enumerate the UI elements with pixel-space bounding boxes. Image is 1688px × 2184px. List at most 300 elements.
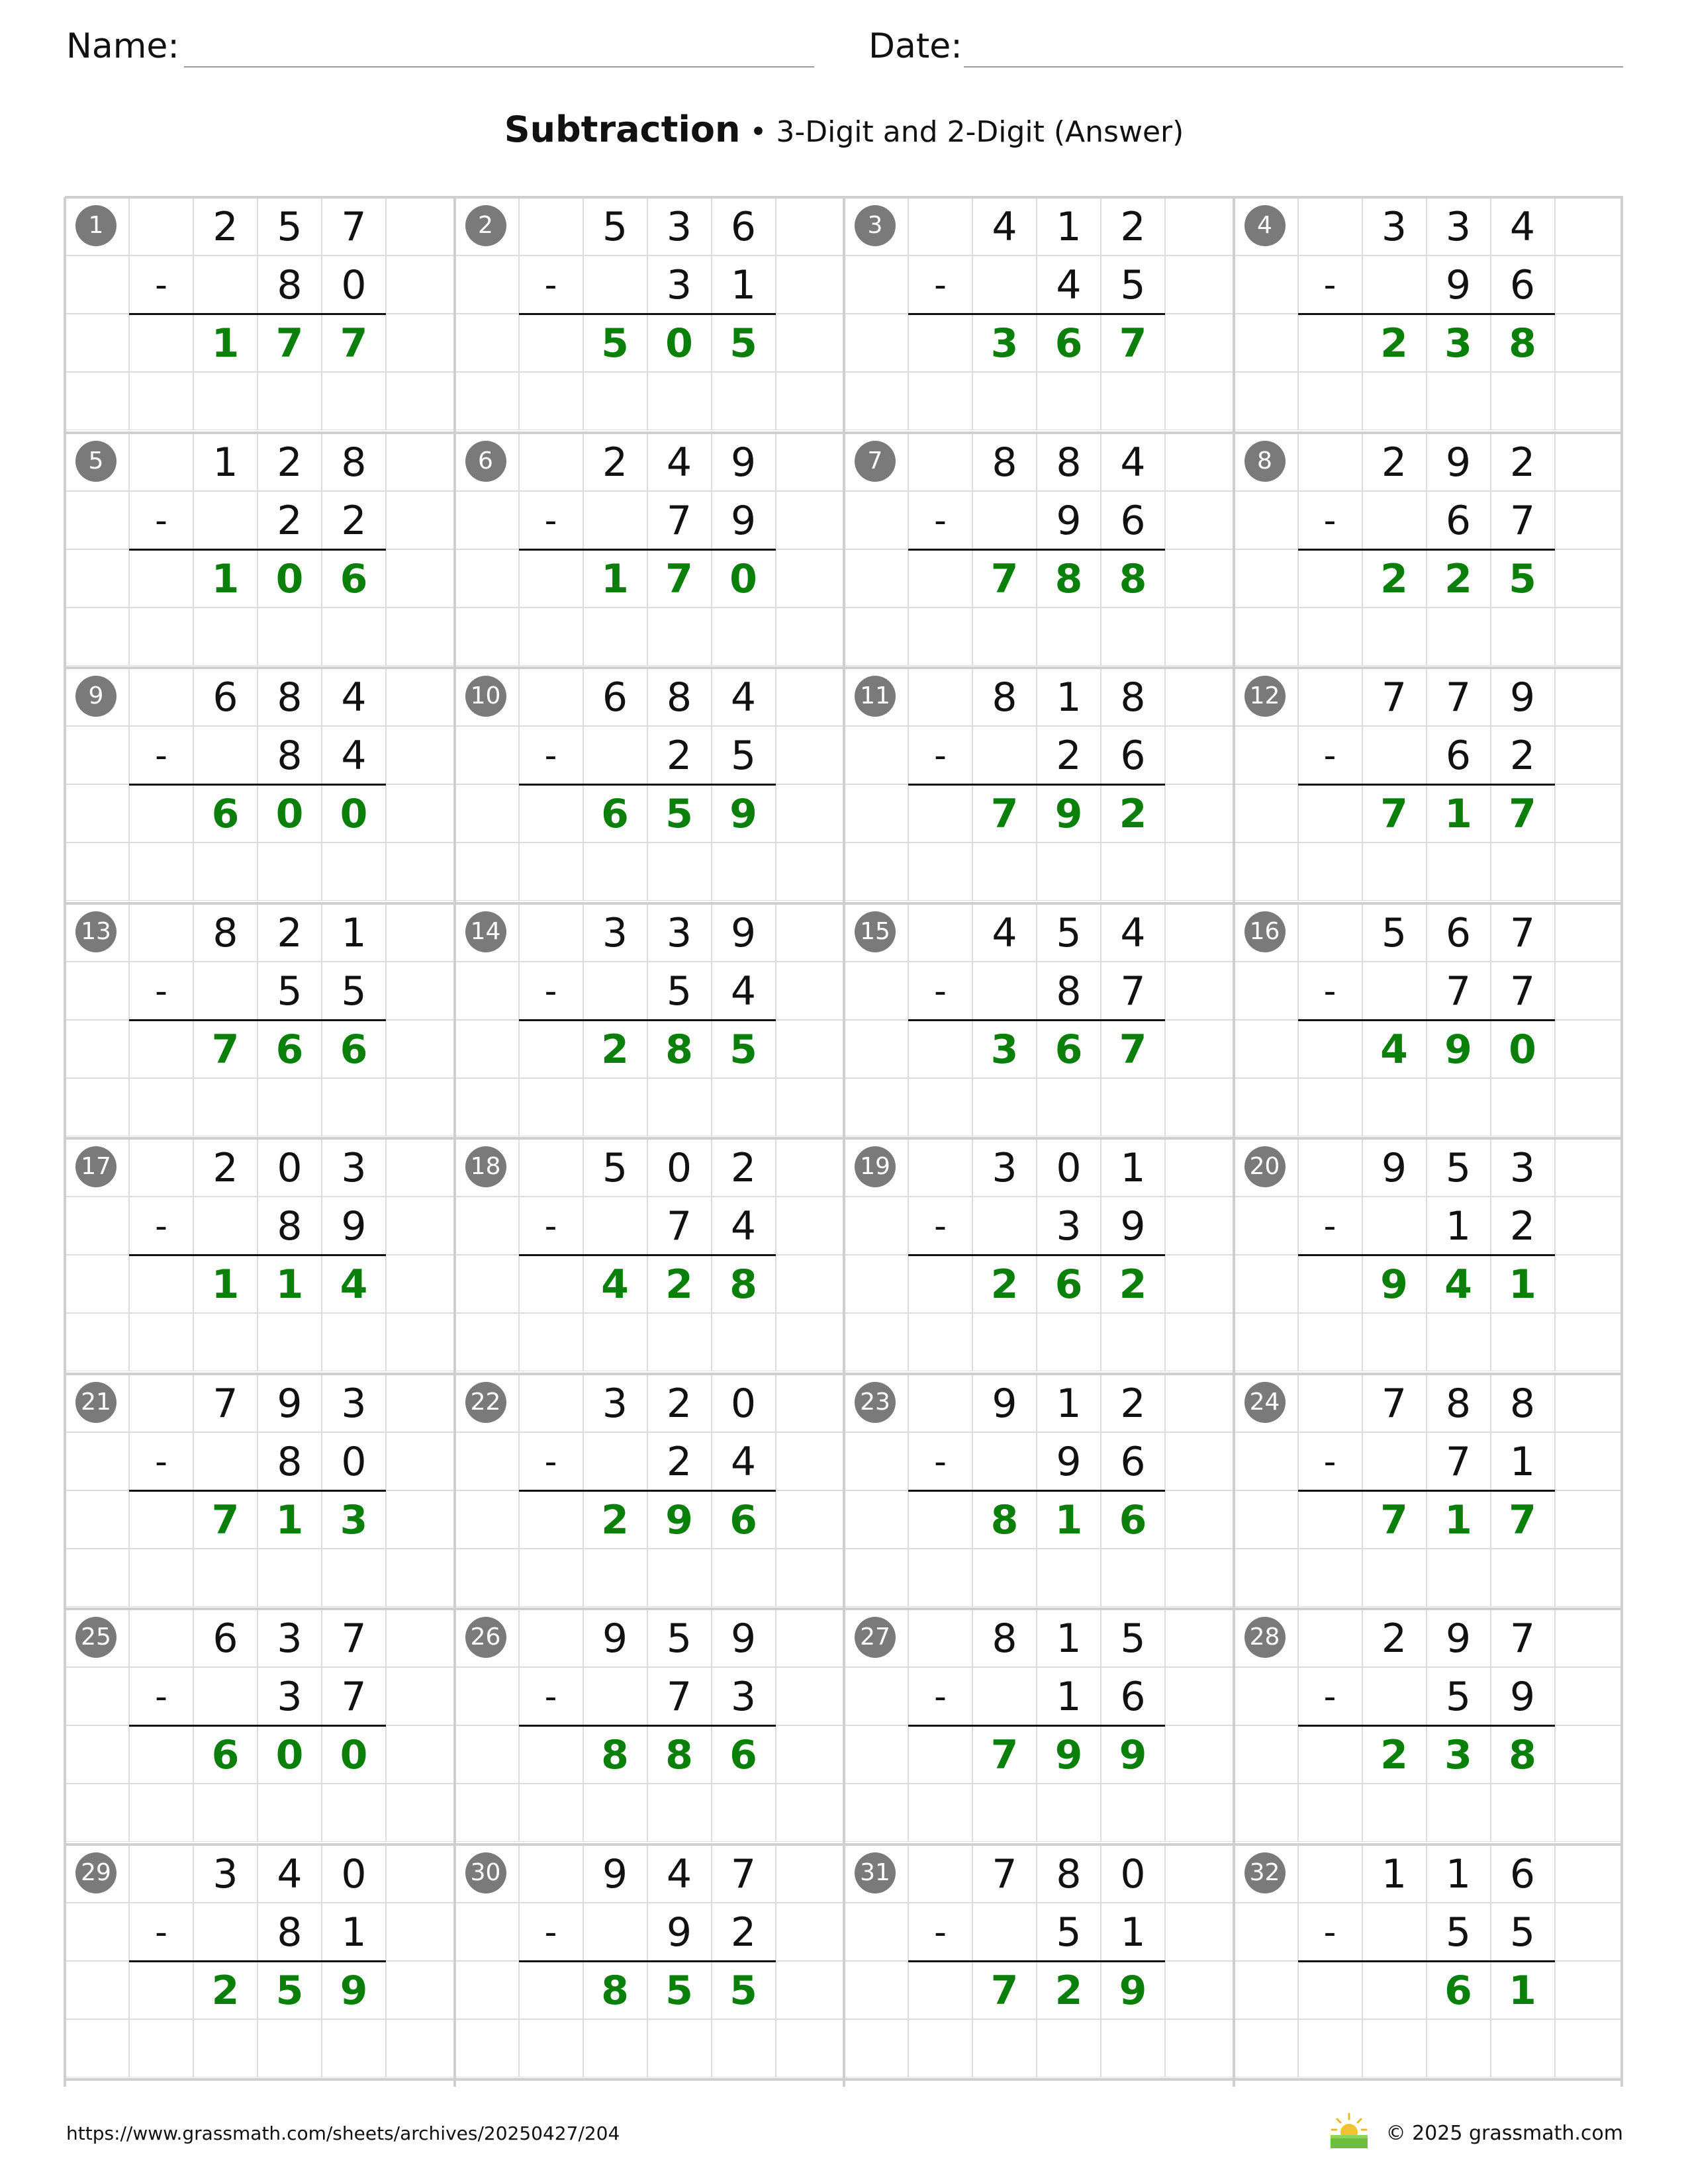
subtrahend-digit: 9 (1427, 255, 1491, 314)
answer-digit: 1 (1037, 1490, 1101, 1549)
grid-cell (776, 314, 844, 372)
grid-cell (1101, 1078, 1165, 1136)
problem-block (844, 197, 1233, 433)
grid-cell (972, 1549, 1037, 1607)
name-label: Name: (66, 26, 179, 66)
grid-cell (386, 491, 454, 549)
problem-block (1234, 903, 1623, 1139)
minuend-digit: 2 (1362, 433, 1427, 491)
grid-cell (844, 2019, 908, 2077)
grid-cell (844, 491, 908, 549)
grid-cell (776, 1138, 844, 1197)
grid-cell (1555, 726, 1623, 784)
answer-digit: 6 (583, 784, 647, 842)
grid-cell (1427, 1549, 1491, 1607)
grid-cell (844, 1313, 908, 1371)
grid-cell (193, 1197, 258, 1255)
grid-cell (386, 1432, 454, 1490)
grid-cell (258, 1549, 322, 1607)
answer-digit: 2 (1427, 549, 1491, 608)
grid-cell (1427, 1784, 1491, 1842)
minuend-digit: 2 (1101, 197, 1165, 255)
grid-cell (776, 1961, 844, 2019)
grid-cell (386, 1667, 454, 1725)
grid-cell (65, 1197, 129, 1255)
grid-cell (583, 842, 647, 901)
problem-block (1234, 433, 1623, 668)
answer-digit: 8 (1101, 549, 1165, 608)
answer-digit: 0 (322, 1725, 386, 1784)
minuend-digit: 6 (193, 668, 258, 726)
answer-digit: 0 (258, 549, 322, 608)
grid-cell (1298, 1844, 1362, 1903)
grid-cell (844, 549, 908, 608)
grid-cell (1298, 433, 1362, 491)
grid-cell (1298, 1138, 1362, 1197)
grid-cell (776, 1313, 844, 1371)
grid-cell (386, 2019, 454, 2077)
grid-cell (386, 668, 454, 726)
grid-cell (322, 842, 386, 901)
subtrahend-digit: 7 (647, 1667, 712, 1725)
grid-cell (129, 608, 193, 666)
grid-cell (1234, 726, 1298, 784)
grid-cell (1165, 1903, 1233, 1961)
answer-digit: 7 (972, 549, 1037, 608)
answer-rule (908, 1960, 1165, 1962)
grid-cell (1555, 1667, 1623, 1725)
problem-number-badge: 7 (855, 441, 896, 482)
subtrahend-digit: 5 (1427, 1903, 1491, 1961)
sun-grass-logo-icon (1328, 2110, 1370, 2152)
grid-cell (1165, 1549, 1233, 1607)
answer-digit: 7 (258, 314, 322, 372)
minuend-digit: 3 (647, 197, 712, 255)
subtrahend-digit: 9 (1037, 1432, 1101, 1490)
answer-digit: 2 (583, 1020, 647, 1078)
name-line (184, 66, 814, 68)
subtrahend-digit: 7 (647, 1197, 712, 1255)
answer-digit: 7 (972, 1961, 1037, 2019)
grid-cell (1491, 1549, 1555, 1607)
minuend-digit: 0 (258, 1138, 322, 1197)
answer-digit: 1 (193, 314, 258, 372)
grid-cell (1234, 1490, 1298, 1549)
minuend-digit: 5 (1427, 1138, 1491, 1197)
grid-cell (1234, 1961, 1298, 2019)
problem-number-badge: 31 (855, 1852, 896, 1893)
minus-sign: - (1298, 1903, 1362, 1961)
subtrahend-digit: 5 (1037, 1903, 1101, 1961)
grid-cell (193, 1313, 258, 1371)
grid-cell (1362, 842, 1427, 901)
problem-number-badge: 16 (1244, 911, 1286, 952)
minuend-digit: 9 (583, 1844, 647, 1903)
page-title (0, 103, 1688, 159)
minuend-digit: 9 (712, 903, 776, 962)
subtrahend-digit: 6 (1427, 491, 1491, 549)
grid-cell (129, 197, 193, 255)
answer-digit: 1 (1491, 1255, 1555, 1313)
subtrahend-digit: 9 (647, 1903, 712, 1961)
grid-cell (1555, 1432, 1623, 1490)
minuend-digit: 4 (258, 1844, 322, 1903)
problem-number-badge: 13 (75, 911, 117, 952)
grid-cell (386, 372, 454, 430)
grid-cell (386, 1903, 454, 1961)
subtrahend-digit: 7 (1427, 1432, 1491, 1490)
subtrahend-digit: 3 (647, 255, 712, 314)
grid-cell (1555, 962, 1623, 1020)
grid-cell (519, 314, 583, 372)
grid-cell (712, 1313, 776, 1371)
answer-digit: 2 (1101, 784, 1165, 842)
minus-sign: - (1298, 962, 1362, 1020)
grid-cell (258, 1313, 322, 1371)
grid-cell (386, 726, 454, 784)
grid-cell (1234, 2019, 1298, 2077)
minuend-digit: 2 (1101, 1374, 1165, 1432)
grid-cell (583, 255, 647, 314)
answer-rule (129, 1254, 386, 1256)
grid-cell (1234, 314, 1298, 372)
subtrahend-digit: 6 (1101, 491, 1165, 549)
grid-cell (65, 549, 129, 608)
grid-cell (129, 1490, 193, 1549)
minuend-digit: 2 (583, 433, 647, 491)
grid-cell (193, 1903, 258, 1961)
grid-cell (65, 1961, 129, 2019)
problem-number-badge: 30 (465, 1852, 506, 1893)
grid-cell (583, 1078, 647, 1136)
answer-digit: 5 (712, 1020, 776, 1078)
grid-cell (65, 314, 129, 372)
grid-cell (65, 842, 129, 901)
problem-block (65, 1844, 454, 2080)
problem-block (65, 903, 454, 1139)
subtrahend-digit: 8 (258, 1432, 322, 1490)
problem-number-badge: 2 (465, 205, 506, 246)
minus-sign: - (519, 491, 583, 549)
answer-rule (129, 1490, 386, 1492)
grid-cell (65, 962, 129, 1020)
answer-digit: 5 (647, 1961, 712, 2019)
minus-sign: - (519, 1903, 583, 1961)
block-separator-horizontal (65, 1843, 1623, 1846)
minuend-digit: 8 (972, 668, 1037, 726)
minuend-digit: 8 (1101, 668, 1165, 726)
grid-cell (908, 1313, 972, 1371)
grid-cell (908, 372, 972, 430)
grid-cell (129, 372, 193, 430)
grid-cell (386, 1078, 454, 1136)
grid-cell (1165, 1961, 1233, 2019)
grid-cell (972, 608, 1037, 666)
minuend-digit: 0 (1101, 1844, 1165, 1903)
answer-rule (1298, 1725, 1555, 1727)
grid-cell (193, 1549, 258, 1607)
grid-cell (322, 1313, 386, 1371)
grid-cell (1298, 1078, 1362, 1136)
minuend-digit: 5 (1362, 903, 1427, 962)
answer-digit: 9 (1037, 1725, 1101, 1784)
grid-cell (519, 433, 583, 491)
answer-digit: 6 (712, 1725, 776, 1784)
grid-cell (1555, 1313, 1623, 1371)
problem-block (455, 1844, 844, 2080)
answer-digit: 7 (322, 314, 386, 372)
grid-cell (1427, 1078, 1491, 1136)
grid-cell (1234, 255, 1298, 314)
grid-cell (193, 962, 258, 1020)
minuend-digit: 7 (1491, 903, 1555, 962)
grid-cell (1165, 197, 1233, 255)
grid-cell (1234, 1432, 1298, 1490)
grid-cell (1298, 1725, 1362, 1784)
grid-cell (386, 1725, 454, 1784)
minuend-digit: 7 (193, 1374, 258, 1432)
grid-cell (455, 1020, 519, 1078)
grid-cell (1298, 1020, 1362, 1078)
grid-cell (65, 372, 129, 430)
problem-block (65, 668, 454, 903)
subtrahend-digit: 8 (258, 726, 322, 784)
block-separator-vertical (64, 197, 66, 2087)
grid-cell (583, 1667, 647, 1725)
grid-cell (908, 1609, 972, 1667)
minuend-digit: 3 (1491, 1138, 1555, 1197)
grid-cell (908, 842, 972, 901)
grid-cell (1362, 962, 1427, 1020)
grid-cell (1165, 1784, 1233, 1842)
grid-cell (129, 1138, 193, 1197)
grid-cell (65, 1667, 129, 1725)
grid-cell (1101, 608, 1165, 666)
answer-rule (519, 1490, 776, 1492)
grid-cell (519, 1138, 583, 1197)
answer-digit: 8 (647, 1020, 712, 1078)
minus-sign: - (908, 255, 972, 314)
subtrahend-digit: 8 (258, 1903, 322, 1961)
answer-digit: 3 (1427, 314, 1491, 372)
grid-cell (1298, 784, 1362, 842)
grid-cell (844, 962, 908, 1020)
block-separator-vertical (453, 197, 456, 2087)
grid-cell (712, 2019, 776, 2077)
grid-cell (1037, 1313, 1101, 1371)
minuend-digit: 8 (972, 433, 1037, 491)
grid-cell (972, 491, 1037, 549)
grid-cell (1298, 1313, 1362, 1371)
answer-digit: 9 (1362, 1255, 1427, 1313)
grid-cell (129, 784, 193, 842)
subtrahend-digit: 6 (1101, 1432, 1165, 1490)
block-separator-horizontal (65, 1608, 1623, 1610)
problem-number-badge: 20 (1244, 1146, 1286, 1187)
grid-cell (386, 903, 454, 962)
subtrahend-digit: 4 (712, 1197, 776, 1255)
grid-cell (1555, 1490, 1623, 1549)
answer-digit: 9 (647, 1490, 712, 1549)
grid-cell (1165, 549, 1233, 608)
grid-cell (972, 1197, 1037, 1255)
grid-cell (1555, 1549, 1623, 1607)
grid-cell (129, 1844, 193, 1903)
grid-cell (1165, 372, 1233, 430)
grid-cell (776, 903, 844, 962)
answer-rule (908, 549, 1165, 551)
answer-digit: 2 (1362, 1725, 1427, 1784)
problem-number-badge: 10 (465, 676, 506, 717)
answer-rule (519, 1960, 776, 1962)
problem-number-badge: 21 (75, 1382, 117, 1423)
answer-digit: 9 (1101, 1725, 1165, 1784)
answer-digit: 2 (972, 1255, 1037, 1313)
grid-cell (1165, 1725, 1233, 1784)
grid-cell (322, 1784, 386, 1842)
grid-cell (1555, 1078, 1623, 1136)
grid-cell (519, 1490, 583, 1549)
minuend-digit: 1 (1037, 668, 1101, 726)
subtrahend-digit: 2 (647, 726, 712, 784)
subtrahend-digit: 6 (1101, 726, 1165, 784)
grid-cell (1491, 2019, 1555, 2077)
answer-digit: 8 (583, 1961, 647, 2019)
grid-cell (776, 1549, 844, 1607)
date-line (964, 66, 1623, 68)
minus-sign: - (519, 726, 583, 784)
minuend-digit: 3 (647, 903, 712, 962)
grid-cell (1427, 2019, 1491, 2077)
grid-cell (455, 549, 519, 608)
grid-cell (1234, 372, 1298, 430)
grid-cell (193, 608, 258, 666)
problem-number-badge: 4 (1244, 205, 1286, 246)
grid-cell (1165, 726, 1233, 784)
grid-cell (908, 903, 972, 962)
subtrahend-digit: 1 (712, 255, 776, 314)
title-separator: • (749, 115, 767, 149)
grid-cell (455, 726, 519, 784)
grid-cell (908, 1961, 972, 2019)
grid-cell (129, 903, 193, 962)
minuend-digit: 1 (1101, 1138, 1165, 1197)
problem-block (455, 903, 844, 1139)
grid-cell (258, 2019, 322, 2077)
minus-sign: - (129, 1432, 193, 1490)
grid-cell (1298, 1255, 1362, 1313)
minus-sign: - (519, 1432, 583, 1490)
grid-cell (386, 1844, 454, 1903)
answer-digit: 0 (647, 314, 712, 372)
answer-digit: 4 (1427, 1255, 1491, 1313)
problem-number-badge: 32 (1244, 1852, 1286, 1893)
grid-cell (583, 1549, 647, 1607)
date-label: Date: (868, 26, 962, 66)
grid-cell (322, 1549, 386, 1607)
grid-cell (386, 1138, 454, 1197)
answer-digit: 8 (1491, 314, 1555, 372)
answer-rule (519, 1725, 776, 1727)
grid-cell (1427, 842, 1491, 901)
grid-cell (65, 1255, 129, 1313)
grid-cell (1362, 1903, 1427, 1961)
grid-cell (455, 2019, 519, 2077)
grid-cell (712, 1549, 776, 1607)
minuend-digit: 2 (1491, 433, 1555, 491)
grid-cell (1037, 1784, 1101, 1842)
grid-cell (455, 1784, 519, 1842)
grid-cell (258, 842, 322, 901)
grid-cell (129, 1549, 193, 1607)
subtrahend-digit: 2 (712, 1903, 776, 1961)
problem-number-badge: 5 (75, 441, 117, 482)
grid-cell (776, 549, 844, 608)
problem-number-badge: 3 (855, 205, 896, 246)
subtrahend-digit: 4 (1037, 255, 1101, 314)
grid-cell (972, 726, 1037, 784)
grid-cell (455, 1432, 519, 1490)
answer-rule (1298, 1254, 1555, 1256)
minuend-digit: 9 (1427, 433, 1491, 491)
problem-block (65, 1609, 454, 1844)
answer-digit: 1 (1491, 1961, 1555, 2019)
grid-cell (844, 1784, 908, 1842)
problem-block (65, 1138, 454, 1374)
grid-cell (455, 1725, 519, 1784)
problem-block (844, 668, 1233, 903)
grid-cell (1234, 1784, 1298, 1842)
answer-digit: 3 (972, 1020, 1037, 1078)
grid-cell (972, 962, 1037, 1020)
answer-digit: 7 (647, 549, 712, 608)
subtrahend-digit: 4 (712, 1432, 776, 1490)
grid-cell (972, 1903, 1037, 1961)
grid-cell (583, 1432, 647, 1490)
minuend-digit: 5 (647, 1609, 712, 1667)
answer-digit: 7 (1362, 1490, 1427, 1549)
grid-cell (1427, 372, 1491, 430)
subtrahend-digit: 1 (1037, 1667, 1101, 1725)
grid-cell (712, 1784, 776, 1842)
grid-cell (1165, 1667, 1233, 1725)
grid-cell (647, 608, 712, 666)
grid-cell (65, 1784, 129, 1842)
minus-sign: - (908, 1432, 972, 1490)
grid-cell (1234, 842, 1298, 901)
grid-cell (258, 1078, 322, 1136)
answer-digit: 3 (1427, 1725, 1491, 1784)
grid-cell (908, 314, 972, 372)
minuend-digit: 7 (1491, 1609, 1555, 1667)
problem-number-badge: 19 (855, 1146, 896, 1187)
grid-cell (1165, 668, 1233, 726)
grid-cell (1555, 1903, 1623, 1961)
problem-number-badge: 23 (855, 1382, 896, 1423)
grid-cell (583, 1313, 647, 1371)
grid-cell (1037, 1078, 1101, 1136)
answer-digit: 8 (583, 1725, 647, 1784)
grid-cell (1555, 549, 1623, 608)
minuend-digit: 8 (1427, 1374, 1491, 1432)
grid-cell (776, 491, 844, 549)
grid-cell (1101, 1549, 1165, 1607)
answer-digit: 9 (1101, 1961, 1165, 2019)
answer-digit: 6 (1037, 314, 1101, 372)
grid-cell (776, 1844, 844, 1903)
minus-sign: - (129, 1667, 193, 1725)
grid-cell (386, 314, 454, 372)
